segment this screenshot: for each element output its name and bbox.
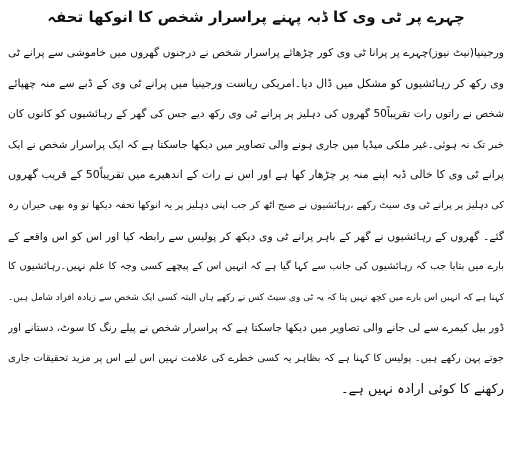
article-line: گئے۔ گھروں کے رہائشیوں نے گھر کے باہر پرانے ٹی وی دیکھ کر پولیس سے رابطہ کیا اور اس کو اس واقعے کے xyxy=(8,229,504,243)
article-line: رکھنے کا کوئی ارادہ نہیں ہے۔ xyxy=(341,381,504,397)
article-line: کہنا ہے کہ انہیں اس بارے میں کچھ نہیں پتا کہ یہ ٹی وی سیٹ کس نے رکھے ہاں البتہ کسی ایک شخص سے زیادہ افراد شامل ہیں۔ xyxy=(8,292,504,303)
article-headline: چہرے پر ٹی وی کا ڈبہ پہنے پراسرار شخص کا انوکھا تحفہ xyxy=(47,8,465,26)
article-line: خبر تک نہ ہوئی۔غیر ملکی میڈیا میں جاری ہونے والی تصاویر میں دیکھا جاسکتا ہے کہ ایک پراسرار شخص نے ایک xyxy=(8,138,504,151)
article-line: شخص نے راتوں رات تقریباً50 گھروں کی دہلیز پر پرانے ٹی وی رکھ دیے جس کی گھر کے رہائشیوں کو کانوں کان xyxy=(8,108,504,121)
article-line: ورجینیا(نیٹ نیوز)چہرے پر پرانا ٹی وی کور چڑھائے پراسرار شخص نے درجنوں گھروں میں خاموشی سے پرانے ٹی xyxy=(8,46,504,59)
article-body xyxy=(8,38,504,405)
article-line: وی رکھ کر رہائشیوں کو مشکل میں ڈال دیا۔امریکی ریاست ورجینیا میں پرانے ٹی وی کے ڈبے سے منہ چھپائے xyxy=(8,76,504,90)
article-line: پرانے ٹی وی کا خالی ڈبہ اپنے منہ پر چڑھار کھا ہے اور اس نے رات کے اندھیرے میں تقریباً50 کے قریب گھروں xyxy=(8,168,504,182)
article-line: ڈور بیل کیمرے سے لی جانے والی تصاویر میں دیکھا جاسکتا ہے کہ پراسرار شخص نے پیلے رنگ کا سوٹ، دستانے اور xyxy=(8,322,504,335)
article-line: کی دہلیز پر پرانے ٹی وی سیٹ رکھے ،رہائشیوں نے صبح اٹھ کر جب اپنی دہلیز پر یہ انوکھا تحفہ دیکھا تو وہ بھی حیران رہ xyxy=(8,199,504,211)
article-line: بارے میں بتایا جب کہ رہائشیوں کی جانب سے کہا گیا ہے کہ انہیں اس کے پیچھے کسی وجہ کا علم نہیں۔رہائشیوں کا xyxy=(8,261,504,273)
article-line: جوتے پہن رکھے ہیں۔ پولیس کا کہنا ہے کہ بظاہر یہ کسی خطرے کی علامت نہیں اس لیے اس پر مزید تحقیقات جاری xyxy=(8,352,504,364)
